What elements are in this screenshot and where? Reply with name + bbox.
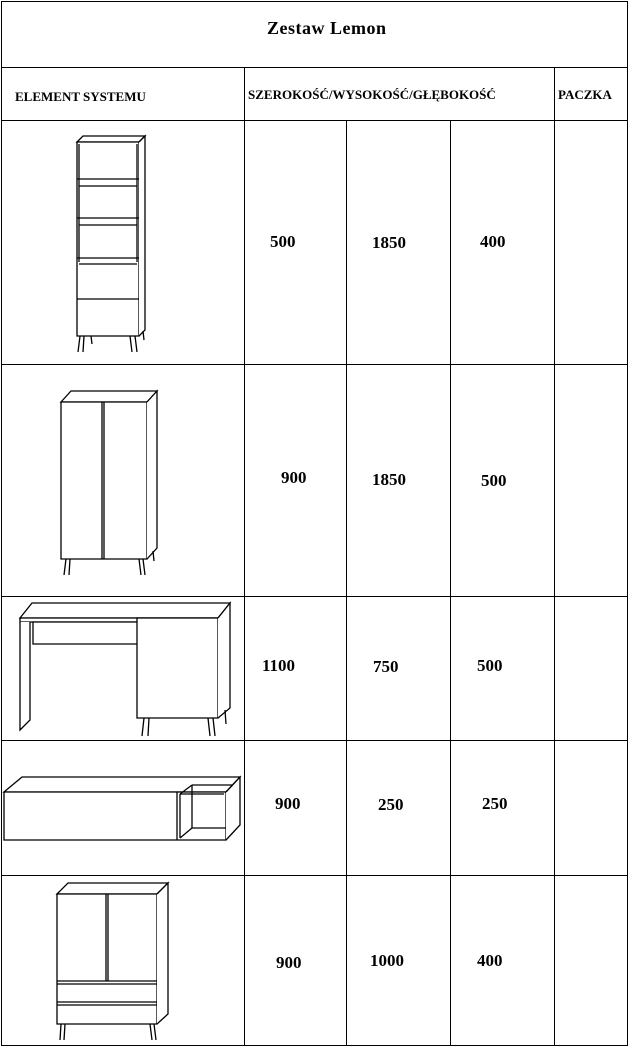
column-divider-depth	[554, 67, 555, 1046]
row2-height: 1850	[372, 470, 406, 489]
row-divider-1	[1, 364, 628, 365]
row5-depth: 400	[477, 951, 503, 970]
column-divider-height	[450, 120, 451, 1046]
column-divider-element	[244, 67, 245, 1046]
header-divider	[1, 67, 628, 68]
row4-width: 900	[275, 794, 301, 813]
row1-height: 1850	[372, 233, 406, 252]
row3-width: 1100	[262, 656, 296, 675]
table-border-top	[1, 1, 628, 2]
chest-of-drawers-icon	[50, 880, 175, 1045]
bookcase-icon	[70, 132, 155, 357]
row4-height: 250	[378, 795, 404, 814]
row3-depth: 500	[477, 656, 503, 675]
header-element: ELEMENT SYSTEMU	[15, 89, 146, 104]
header-bottom	[1, 120, 628, 121]
table-border-left	[1, 1, 2, 1046]
page-title: Zestaw Lemon	[267, 18, 387, 38]
row2-width: 900	[281, 468, 307, 487]
row1-width: 500	[270, 232, 296, 251]
row5-width: 900	[276, 953, 302, 972]
row5-height: 1000	[370, 951, 404, 970]
table-border-bottom	[1, 1045, 628, 1046]
table-border-right	[627, 1, 628, 1046]
wall-shelf-icon	[0, 772, 245, 844]
row-divider-4	[1, 875, 628, 876]
row-divider-2	[1, 596, 628, 597]
row3-height: 750	[373, 657, 399, 676]
row4-depth: 250	[482, 794, 508, 813]
row-divider-3	[1, 740, 628, 741]
header-dimensions: SZEROKOŚĆ/WYSOKOŚĆ/GŁĘBOKOŚĆ	[248, 87, 496, 102]
row2-depth: 500	[481, 471, 507, 490]
desk-icon	[15, 600, 235, 740]
header-package: PACZKA	[558, 87, 612, 102]
column-divider-width	[346, 120, 347, 1046]
wardrobe-icon	[55, 385, 165, 580]
row1-depth: 400	[480, 232, 506, 251]
